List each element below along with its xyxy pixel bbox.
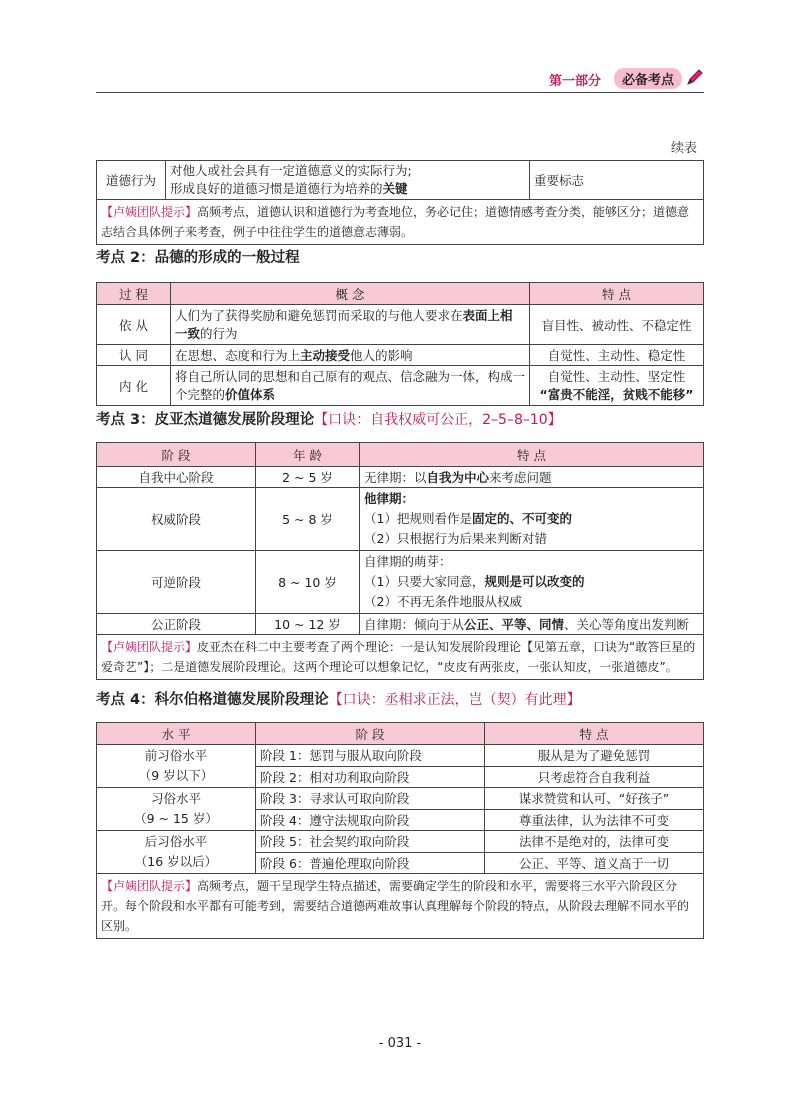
- part-label: 第一部分: [548, 74, 601, 89]
- pencil-icon: [686, 68, 704, 90]
- piaget-table: 阶 段 年 龄 特 点 自我中心阶段 2 ~ 5 岁 无律期：以自我为中心来考虑问题 权威阶段 5 ~ 8 岁 他律期： （1）把规则看作是固定的、不可变的 （2）只根据行为后果来判断对错 可逆阶段 8 ~ 10 岁 自律期的萌芽： （1）只要大家同意，规则是可以改变的 （2）不再无条件地服从权威 公正阶段 10 ~ 12 岁 自律期：倾向于从公正、平等、同情、关心等角度出发判断 【卢姨团队提示】皮亚杰在科二中主要考查了两个理论：一是认知发展阶段理论【见第五章，口诀为“敢答巨星的爱奇艺”】；二是道德发展阶段理论。这两个理论可以想象记忆，“皮皮有两张皮，一张认知皮，一张道德皮”。: [96, 442, 704, 680]
- moral-behavior-table: [96, 160, 704, 245]
- tip-box: [97, 635, 704, 680]
- row-label: 道德行为: [97, 161, 166, 200]
- tip-box: [97, 874, 704, 939]
- tip-tag: 【卢姨团队提示】: [101, 640, 198, 654]
- mark-cell: 重要标志: [530, 161, 704, 200]
- mnemonic: 【口诀：丞相求正法，岂（契）有此理】: [328, 692, 581, 708]
- tip-text: 高频考点，道德认识和道德行为考查地位，务必记住；道德情感考查分类，能够区分；道德意志结合具体例子来考查，例子中往往学生的道德意志薄弱。: [101, 205, 690, 239]
- continued-label: 续表: [670, 141, 697, 156]
- moral-formation-table: 过 程 概 念 特 点 依 从 人们为了获得奖励和避免惩罚而采取的与他人要求在表面上相一致的行为 盲目性、被动性、不稳定性 认 同 在思想、态度和行为上主动接受他人的影响 自觉性、主动性、稳定性 内 化 将自己所认同的思想和自己原有的观点、信念融为一体，构成一个完整的价值体系 自觉性、主动性、坚定性 “富贵不能淫，贫贱不能移”: [96, 282, 704, 406]
- section-tag: 必备考点: [614, 68, 682, 89]
- stage-cell: 依 从: [97, 305, 171, 345]
- running-header: [96, 66, 704, 93]
- section-title: 考点 2：品德的形成的一般过程: [96, 250, 300, 266]
- tip-text: 皮亚杰在科二中主要考查了两个理论：一是认知发展阶段理论【见第五章，口诀为“敢答巨星的爱奇艺”】；二是道德发展阶段理论。这两个理论可以想象记忆，“皮皮有两张皮，一张认知皮，一张道德皮”。: [101, 640, 696, 674]
- tip-tag: 【卢姨团队提示】: [101, 205, 198, 219]
- kohlberg-table: 水 平 阶 段 特 点 前习俗水平 （9 岁以下） 阶段 1：惩罚与服从取向阶段 服从是为了避免惩罚 阶段 2：相对功利取向阶段 只考虑符合自我利益 习俗水平 （9 ~ 15 岁） 阶段 3：寻求认可取向阶段 谋求赞赏和认可、“好孩子” 阶段 4：遵守法规取向阶段 尊重法律，认为法律不可变 后习俗水平 （16 岁以后） 阶段 5：社会契约取向阶段 法律不是绝对的，法律可变 阶段 6：普遍伦理取向阶段 公正、平等、道义高于一切 【卢姨团队提示】高频考点，题干呈现学生特点描述，需要确定学生的阶段和水平，需要将三水平六阶段区分开。每个阶段和水平都有可能考到，需要结合道德两难故事认真理解每个阶段的特点，从阶段去理解不同水平的区别。: [96, 722, 704, 939]
- mnemonic: 【口诀：自我权威可公正，2–5–8–10】: [314, 412, 562, 428]
- section-title: 考点 4：科尔伯格道德发展阶段理论【口诀：丞相求正法，岂（契）有此理】: [96, 692, 581, 708]
- tip-box: [97, 200, 704, 245]
- section-title: 考点 3：皮亚杰道德发展阶段理论【口诀：自我权威可公正，2–5–8–10】: [96, 412, 562, 428]
- tip-tag: 【卢姨团队提示】: [101, 879, 198, 893]
- page-number: - 031 -: [378, 1036, 422, 1051]
- tip-text: 高频考点，题干呈现学生特点描述，需要确定学生的阶段和水平，需要将三水平六阶段区分开。每个阶段和水平都有可能考到，需要结合道德两难故事认真理解每个阶段的特点，从阶段去理解不同水平的区别。: [101, 879, 690, 933]
- definition-cell: 对他人或社会具有一定道德意义的实际行为; 形成良好的道德习惯是道德行为培养的关键: [166, 161, 530, 200]
